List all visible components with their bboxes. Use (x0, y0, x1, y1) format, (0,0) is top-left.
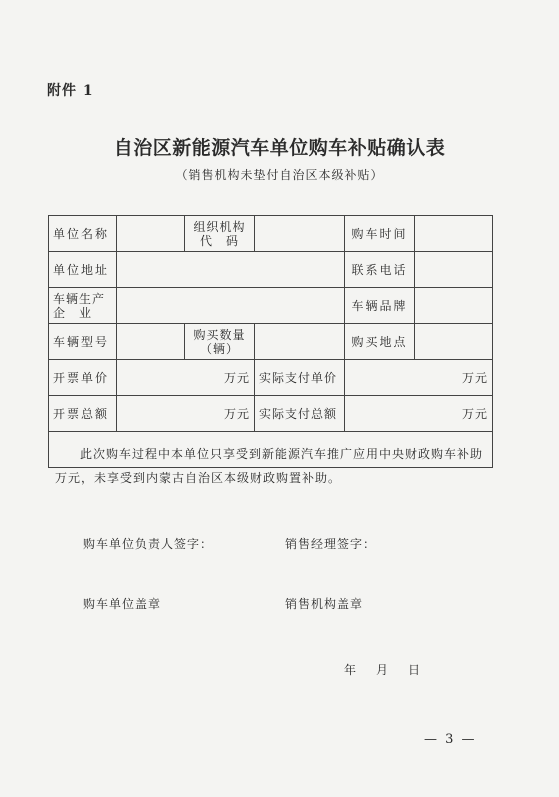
unit-name-label: 单位名称 (49, 216, 117, 252)
model-label: 车辆型号 (49, 324, 117, 360)
purchase-time-field[interactable] (415, 216, 493, 252)
quantity-label: 购买数量（辆） (185, 324, 255, 360)
table-row (49, 288, 493, 324)
form-subtitle: （销售机构未垫付自治区本级补贴） (175, 168, 384, 182)
actual-unit-price-label: 实际支付单价 (255, 360, 345, 396)
invoice-total-field[interactable] (117, 396, 255, 432)
manufacturer-label: 车辆生产企 业 (49, 288, 117, 324)
table-row (49, 324, 493, 360)
actual-unit-price-field[interactable] (345, 360, 493, 396)
unit-address-label: 单位地址 (49, 252, 117, 288)
purchase-place-field[interactable] (415, 324, 493, 360)
table-row (49, 396, 493, 432)
table-row (49, 360, 493, 396)
purchaser-head-signature-label: 购车单位负责人签字： (83, 537, 214, 551)
sales-manager-signature-label: 销售经理签字： (285, 537, 377, 551)
unit-wan-yuan: 万元 (461, 407, 488, 421)
unit-address-field[interactable] (117, 252, 345, 288)
table-row (49, 216, 493, 252)
declaration-cell (49, 432, 510, 677)
form-title: 自治区新能源汽车单位购车补贴确认表 (113, 137, 446, 159)
actual-total-label: 实际支付总额 (255, 396, 345, 432)
actual-total-field[interactable] (345, 396, 493, 432)
unit-wan-yuan: 万元 (223, 407, 250, 421)
purchaser-seal-label: 购车单位盖章 (83, 597, 162, 611)
purchase-place-label: 购买地点 (345, 324, 415, 360)
dealer-seal-label: 销售机构盖章 (285, 597, 364, 611)
model-field[interactable] (117, 324, 185, 360)
manufacturer-field[interactable] (117, 288, 345, 324)
brand-label: 车辆品牌 (345, 288, 415, 324)
invoice-unit-price-field[interactable] (117, 360, 255, 396)
declaration-statement: 此次购车过程中本单位只享受到新能源汽车推广应用中央财政购车补助 万元，未享受到内蒙古自治区本级财政购置补助。 (55, 447, 510, 485)
table-row (49, 432, 493, 468)
attachment-label: 附件 1 (47, 83, 94, 99)
date-label: 年 月 日 (344, 663, 425, 677)
unit-wan-yuan: 万元 (223, 371, 250, 385)
page-number: — 3 — (424, 732, 477, 747)
org-code-label: 组织机构代 码 (185, 216, 255, 252)
contact-phone-field[interactable] (415, 252, 493, 288)
brand-field[interactable] (415, 288, 493, 324)
org-code-field[interactable] (255, 216, 345, 252)
subsidy-confirmation-table (48, 215, 510, 677)
unit-name-field[interactable] (117, 216, 185, 252)
purchase-time-label: 购车时间 (345, 216, 415, 252)
table-row (49, 252, 493, 288)
invoice-total-label: 开票总额 (49, 396, 117, 432)
invoice-unit-price-label: 开票单价 (49, 360, 117, 396)
contact-phone-label: 联系电话 (345, 252, 415, 288)
quantity-field[interactable] (255, 324, 345, 360)
unit-wan-yuan: 万元 (461, 371, 488, 385)
